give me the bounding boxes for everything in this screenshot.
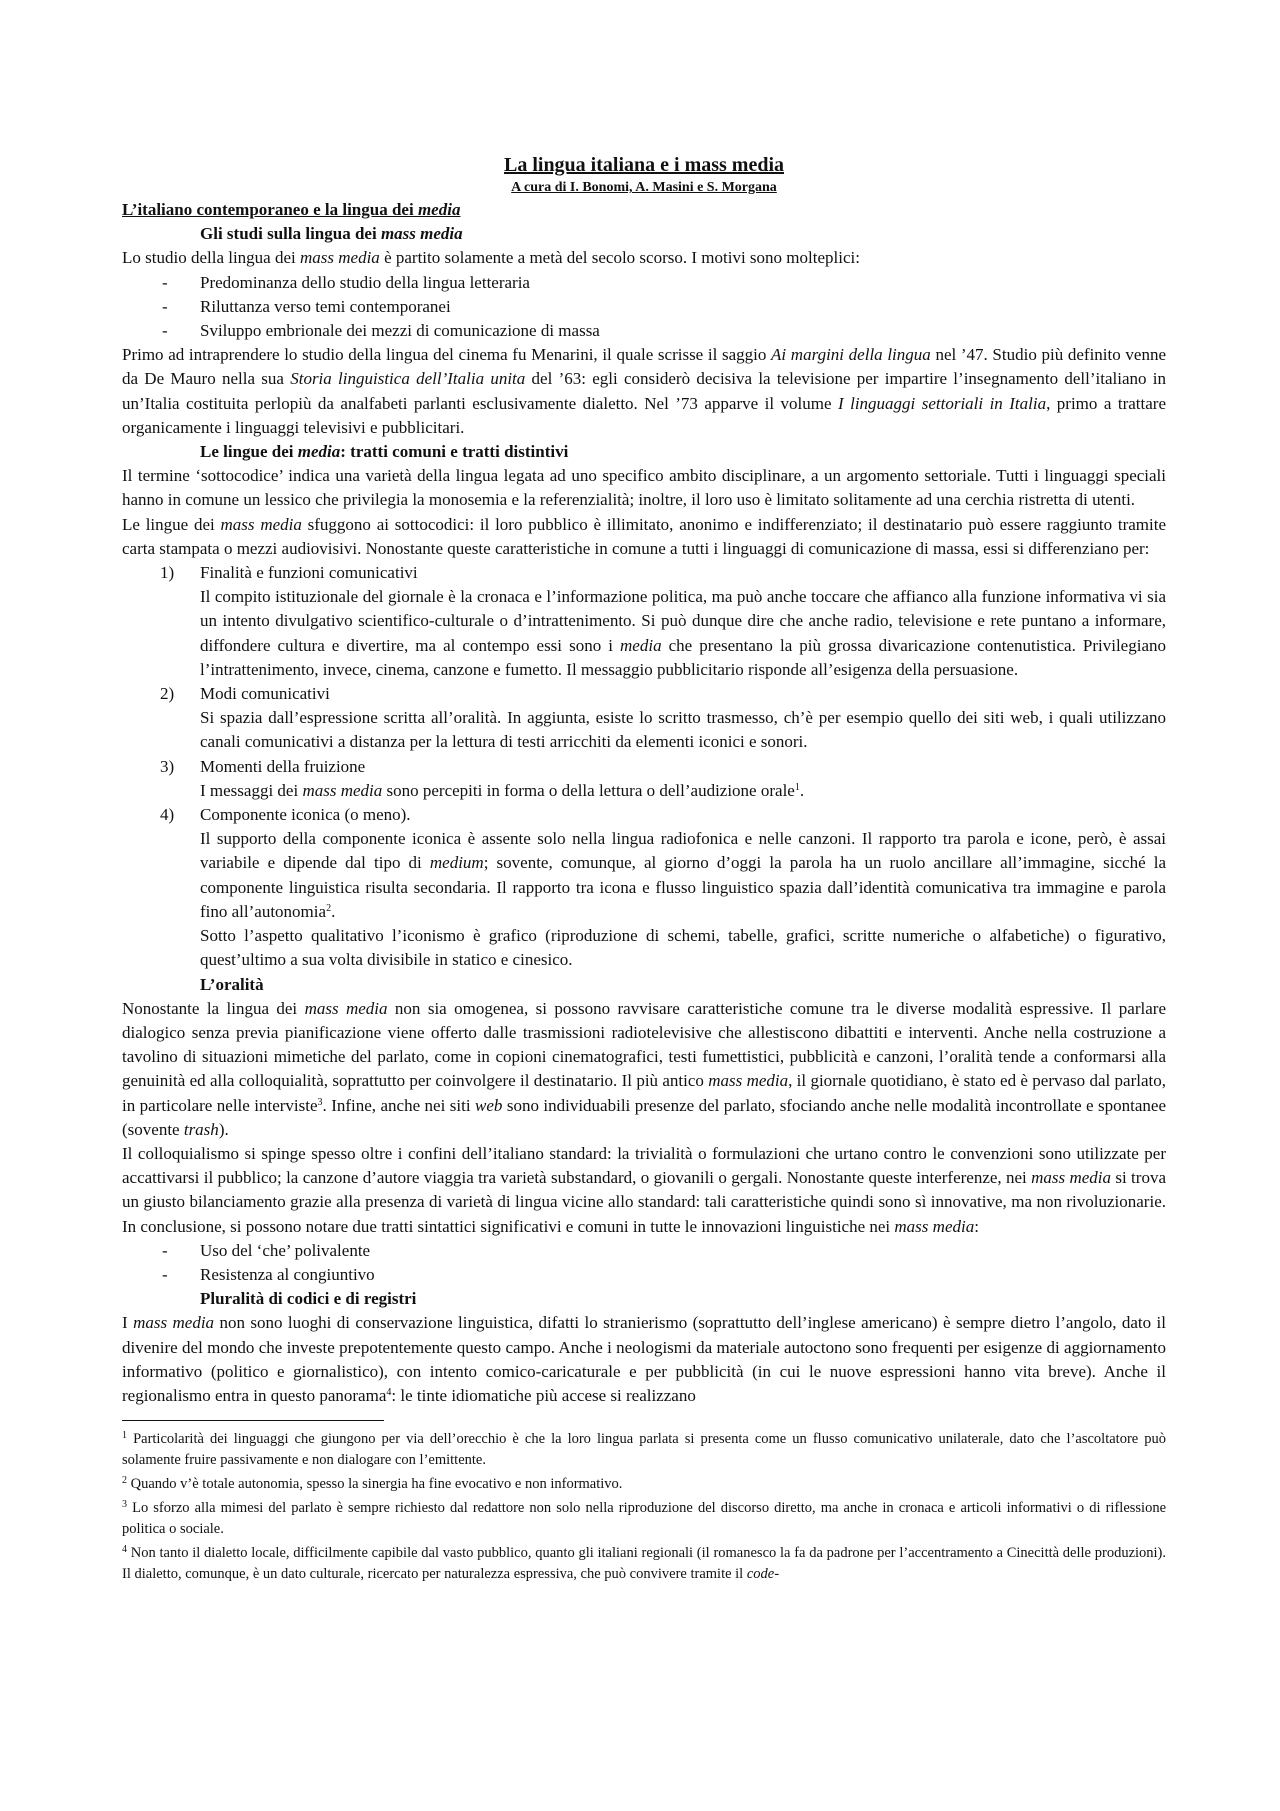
footnote-ref[interactable]: 2 xyxy=(326,902,332,914)
bullet-item: - Resistenza al congiuntivo xyxy=(162,1264,375,1284)
item-body: I messaggi dei mass media sono percepiti in forma o della lettura o dell’audizione orale$^1$. xyxy=(200,780,805,800)
footnote-ref[interactable]: 1 xyxy=(794,781,800,793)
item-body: Il compito istituzionale del giornale è la cronaca e l’informazione politica, ma può anche toccare che affianco alla funzione informativa vi sia un intento divulgativo scientifico-culturale o d’intrattenimento. Si può dunque dire che anche radio, televisione e rete puntano a informare, diffondere cultura e divertire, ma al contempo essi sono i media che presentano la più grossa divaricazione contenutistica. Privilegiano l’intrattenimento, invece, cinema, canzone e fumetto. Il messaggio pubblicitario risponde all’esigenza della persuasione. xyxy=(200,587,1166,679)
subsection-heading: L’oralità xyxy=(200,974,264,994)
footnote: $^4$ Non tanto il dialetto locale, difficilmente capibile dal vasto pubblico, quanto gli italiani regionali (il romanesco la fa da padrone per l’accentramento a Cinecittà delle produzioni). Il dialetto, comunque, è un dato culturale, ricercato per naturalezza espressiva, che può convivere tramite il code- xyxy=(122,1544,1167,1583)
paragraph: Il termine ‘sottocodice’ indica una varietà della lingua legata ad uno specifico ambito disciplinare, a un argomento settoriale. Tutti i linguaggi speciali hanno in comune un lessico che privilegia la monosemia e la referenzialità; inoltre, il loro uso è limitato solitamente ad una cerchia ristretta di utenti. xyxy=(122,466,1166,510)
paragraph: Nonostante la lingua dei mass media non sia omogenea, si possono ravvisare caratteristiche comune tra le diverse modalità espressive. Il parlare dialogico senza previa pianificazione viene offerto dalle trasmissioni radiotelevisive che allestiscono dibattiti e interventi. Anche nella costruzione a tavolino di situazioni mimetiche del parlato, come in copioni cinematografici, testi fumettistici, pubblicità e canzoni, l’oralità tende a conformarsi alla genuinità ed alla colloquialità, soprattutto per coinvolgere il destinatario. Il più antico mass media, il giornale quotidiano, è stato ed è pervaso dal parlato, in particolare nelle interviste$^3$. Infine, anche nei siti web sono individuabili presenze del parlato, sfociando anche nelle modalità incontrollate e spontanee (sovente trash). xyxy=(122,998,1167,1139)
paragraph: Le lingue dei mass media sfuggono ai sottocodici: il loro pubblico è illimitato, anonimo e indifferenziato; il destinatario può essere raggiunto tramite carta stampata o mezzi audiovisivi. Nonostante queste caratteristiche in comune a tutti i linguaggi di comunicazione di massa, essi si differenziano per: xyxy=(122,514,1166,558)
paragraph: I mass media non sono luoghi di conservazione linguistica, difatti lo stranierismo (soprattutto dell’inglese americano) è sempre dietro l’angolo, dato il divenire del mondo che investe prepotentemente questo campo. Anche i neologismi da materiale autoctono sono frequenti per esigenze di aggiornamento informativo (politico e giornalistico), con intento comico-caricaturale e per pubblicità (in cui le nuove espressioni hanno vita breve). Anche il regionalismo entra in questo panorama$^4$: le tinte idiomatiche più accese si realizzano xyxy=(122,1313,1166,1405)
bullet-item: - Uso del ‘che’ polivalente xyxy=(162,1240,371,1260)
footnote: $^3$ Lo sforzo alla mimesi del parlato è sempre richiesto dal redattore non solo nella riproduzione del discorso diretto, ma anche in cronaca e articoli informativi o di riflessione politica o sociale. xyxy=(122,1499,1167,1538)
numbered-item: 2) Modi comunicativi xyxy=(160,684,330,704)
subsection-heading: Gli studi sulla lingua dei mass media xyxy=(200,224,463,244)
footnote-separator xyxy=(122,1420,384,1421)
numbered-item: 3) Momenti della fruizione xyxy=(160,756,366,776)
item-body: Sotto l’aspetto qualitativo l’iconismo è grafico (riproduzione di schemi, tabelle, grafici, scritte numeriche o alfabetiche) o figurativo, quest’ultimo a sua volta divisibile in statico e cinesico. xyxy=(200,926,1166,970)
paragraph: Primo ad intraprendere lo studio della lingua del cinema fu Menarini, il quale scrisse il saggio Ai margini della lingua nel ’47. Studio più definito venne da De Mauro nella sua Storia linguistica dell’Italia unita del ’63: egli considerò decisiva la televisione per impartire l’insegnamento dell’italiano in un’Italia costituita perlopiù da analfabeti parlanti esclusivamente dialetto. Nel ’73 apparve il volume I linguaggi settoriali in Italia, primo a trattare organicamente i linguaggi televisivi e pubblicitari. xyxy=(122,345,1166,437)
item-body: Si spazia dall’espressione scritta all’oralità. In aggiunta, esiste lo scritto trasmesso, ch’è per esempio quello dei siti web, i quali utilizzano canali comunicativi a distanza per la lettura di testi arricchiti da elementi iconici e sonori. xyxy=(200,708,1166,752)
subsection-heading: Le lingue dei media: tratti comuni e tratti distintivi xyxy=(200,442,569,462)
footnote: $^2$ Quando v’è totale autonomia, spesso la sinergia ha fine evocativo e non informativo. xyxy=(122,1475,623,1493)
document-authors: A cura di I. Bonomi, A. Masini e S. Morgana xyxy=(511,180,777,195)
footnote-ref[interactable]: 3 xyxy=(317,1096,323,1108)
subsection-heading: Pluralità di codici e di registri xyxy=(200,1289,417,1309)
document-title: La lingua italiana e i mass media xyxy=(503,154,785,176)
numbered-item: 1) Finalità e funzioni comunicativi xyxy=(160,563,418,583)
bullet-item: - Riluttanza verso temi contemporanei xyxy=(162,296,451,316)
document-page xyxy=(122,152,1166,1585)
bullet-item: - Predominanza dello studio della lingua letteraria xyxy=(162,272,530,292)
paragraph: Lo studio della lingua dei mass media è partito solamente a metà del secolo scorso. I motivi sono molteplici: xyxy=(122,248,860,268)
footnote-ref[interactable]: 4 xyxy=(386,1386,392,1398)
numbered-item: 4) Componente iconica (o meno). xyxy=(160,805,411,825)
footnote: $^1$ Particolarità dei linguaggi che giungono per via dell’orecchio è che la loro lingua parlata si presenta come un flusso comunicativo unilaterale, dato che l’ascoltatore può solamente fruire passivamente e non dialogare con l’emittente. xyxy=(122,1430,1167,1469)
item-body: Il supporto della componente iconica è assente solo nella lingua radiofonica e nelle canzoni. Il rapporto tra parola e icone, però, è assai variabile e dipende dal tipo di medium; sovente, comunque, al giorno d’oggi la parola ha un ruolo ancillare all’immagine, sicché la componente linguistica risulta secondaria. Il rapporto tra icona e flusso linguistico spazia dall’identità comunicativa tra immagine e parola fino all’autonomia$^2$. xyxy=(200,829,1166,921)
section-heading: L’italiano contemporaneo e la lingua dei media xyxy=(122,200,461,219)
paragraph: Il colloquialismo si spinge spesso oltre i confini dell’italiano standard: la trivialità o formulazioni che urtano contro le convenzioni sono utilizzate per accattivarsi il pubblico; la canzone d’autore viaggia tra varietà substandard, o giovanili o gergali. Nonostante queste interferenze, nei mass media si trova un giusto bilanciamento grazie alla presenza di varietà di lingua vicine allo standard: tali caratteristiche quindi sono sì innovative, ma non rivoluzionarie. In conclusione, si possono notare due tratti sintattici significativi e comuni in tutte le innovazioni linguistiche nei mass media: xyxy=(122,1143,1166,1236)
bullet-item: - Sviluppo embrionale dei mezzi di comunicazione di massa xyxy=(162,321,600,341)
